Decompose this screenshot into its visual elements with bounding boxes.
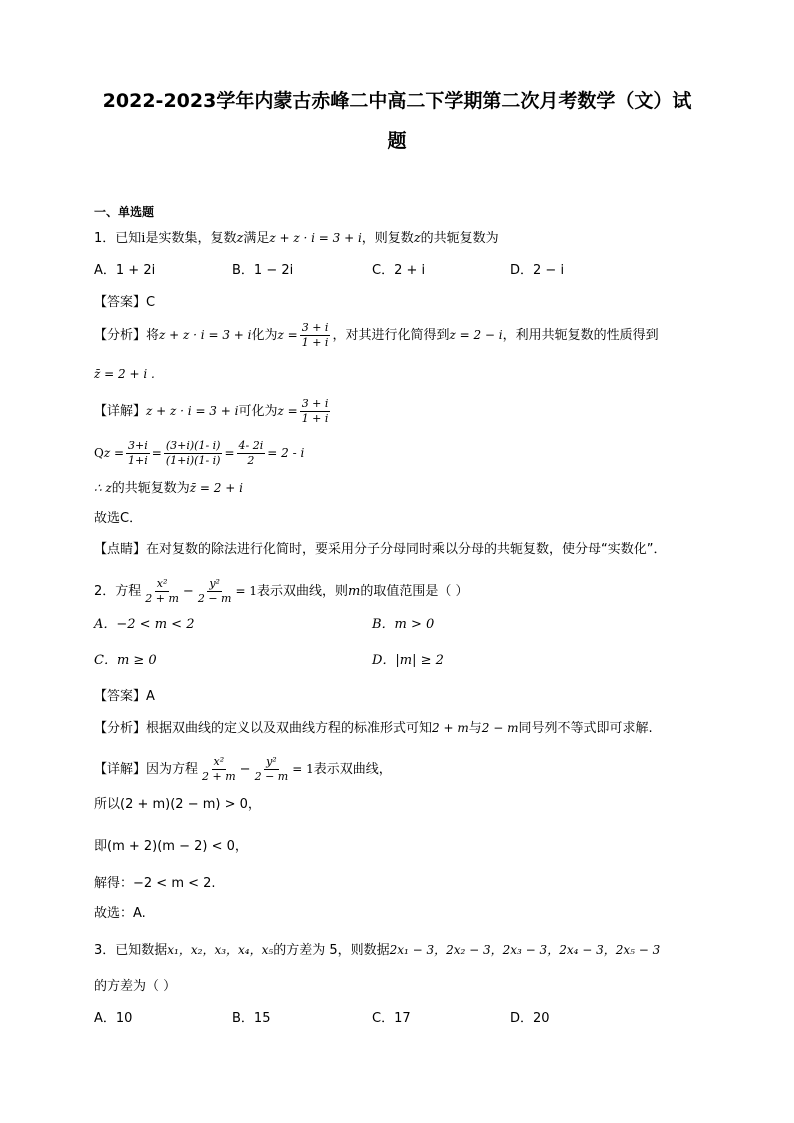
q3-text-a: 3．已知数据 (94, 943, 168, 958)
q1-analysis-label: 【分析】 (94, 328, 147, 344)
q3-vars: x₁，x₂，x₃，x₄，x₅ (167, 943, 274, 957)
q2-analysis-text-c: 同号列不等式即可求解. (518, 721, 653, 736)
q2-f2-den: 2 − m (197, 592, 232, 606)
q2-step-so: 所以(2 + m)(2 − m) > 0， (94, 797, 261, 812)
q1-detail-fraction (300, 398, 331, 425)
q1-calc-q: Q (94, 446, 104, 461)
q2-analysis-e1: 2 + m (432, 721, 469, 735)
q2-text-a: 2．方程 (94, 584, 142, 600)
q1-var-z2: z (413, 231, 421, 246)
q3-option-b: B．15 (232, 1011, 271, 1026)
exam-title-line-1: 2022-2023学年内蒙古赤峰二中高二下学期第二次月考数学（文）试 (102, 90, 692, 112)
q1-text-b: 是实数集，复数 (145, 231, 237, 246)
q1-analysis-frac-den: 1 + i (301, 336, 329, 350)
q3-stem-line-2: 的方差为（ ） (94, 979, 177, 994)
q2-detail-text-b: 表示双曲线， (313, 762, 392, 778)
question-2-stem (94, 578, 468, 605)
q1-tip-label: 【点睛】 (94, 542, 147, 557)
q2-answer-value: A (146, 689, 155, 704)
q1-choose: 故选C． (94, 511, 143, 526)
q1-analysis-eq: z + z · i = 3 + i (159, 328, 252, 343)
q1-calc-f2-den: (1+i)(1- i) (165, 454, 221, 468)
q1-calc-f1-den: 1+i (128, 454, 148, 468)
q2-analysis-e2: 2 − m (481, 721, 519, 735)
q2-detail-text-a: 因为方程 (146, 762, 199, 778)
q1-option-d: D．2 − i (510, 263, 565, 278)
q1-answer (94, 296, 155, 309)
q2-detail-f2-den: 2 − m (254, 770, 289, 784)
q1-detail-frac-num: 3 + i (300, 398, 331, 412)
q1-calc-fraction-2 (164, 440, 223, 467)
q3-option-a: A．10 (94, 1011, 133, 1026)
q1-detail-z: z = (277, 404, 298, 419)
q1-analysis-z: z = (277, 328, 298, 343)
q2-text-b: 表示双曲线，则 (256, 584, 348, 600)
q2-answer (94, 690, 155, 703)
q2-var-m: m (348, 584, 361, 600)
q1-analysis-text-d: ，利用共轭复数的性质得到 (502, 328, 659, 344)
q1-analysis (94, 322, 659, 349)
q1-analysis-text-b: 化为 (251, 328, 278, 344)
q1-equation: z + z · i = 3 + i (269, 231, 362, 245)
q2-f2-num: y² (207, 578, 222, 592)
q1-detail-frac-den: 1 + i (301, 412, 329, 426)
q2-choose: 故选：A. (94, 906, 146, 921)
q2-eq: = 1 (235, 584, 257, 599)
q3-vars-2: 2x₁ − 3，2x₂ − 3，2x₃ − 3，2x₄ − 3，2x₅ − 3 (389, 943, 661, 957)
q2-analysis-label: 【分析】 (94, 721, 147, 736)
q2-fraction-2 (196, 578, 234, 605)
q1-concl-b: 的共轭复数为 (111, 481, 190, 496)
q1-calc-fraction-3 (237, 440, 266, 467)
q2-detail-fraction-1 (200, 756, 238, 783)
exam-title-line-2: 题 (387, 130, 407, 152)
q1-concl-a: ∴ z (94, 481, 112, 495)
q2-analysis (94, 722, 653, 735)
q1-analysis-frac-num: 3 + i (300, 322, 331, 336)
q1-analysis-eq2: z = 2 − i (449, 328, 503, 343)
q1-option-c: C．2 + i (372, 263, 426, 278)
q1-analysis-text-a: 将 (146, 328, 160, 344)
q1-detail-text-a: 可化为 (238, 404, 278, 420)
q1-analysis-fraction (300, 322, 331, 349)
q2-detail-label: 【详解】 (94, 762, 147, 778)
q2-detail-f1-den: 2 + m (202, 770, 236, 784)
q2-detail-eq: = 1 (292, 762, 314, 777)
q1-tip (94, 543, 667, 556)
q2-detail-fraction-2 (253, 756, 291, 783)
q2-text-c: 的取值范围是（ ） (360, 584, 469, 600)
q1-detail (94, 398, 332, 425)
q1-calc-z: z = (103, 446, 125, 461)
q2-step-ie: 即(m + 2)(m − 2) < 0， (94, 839, 248, 854)
q2-f1-den: 2 + m (145, 592, 179, 606)
q2-detail-minus: − (239, 762, 251, 778)
q1-var-i: i (141, 231, 146, 246)
q2-detail (94, 756, 392, 783)
q1-text-e: 的共轭复数为 (420, 231, 499, 246)
q1-analysis-text-c: ，对其进行化简得到 (332, 328, 450, 344)
q1-option-a: A．1 + 2i (94, 263, 156, 278)
q1-calc-fraction-1 (126, 440, 150, 467)
question-1-stem (94, 232, 499, 245)
q1-concl-eq: z̄ = 2 + i (189, 481, 243, 495)
section-header-single-choice: 一、单选题 (94, 205, 155, 219)
q2-detail-f2-num: y² (264, 756, 279, 770)
q1-calc-f2-num: (3+i)(1- i) (164, 440, 223, 454)
q2-fraction-1 (143, 578, 181, 605)
q1-calc-equals-2: = (224, 446, 235, 461)
q2-option-a: A．−2 < m < 2 (94, 617, 195, 632)
q1-calculation (94, 440, 304, 467)
q1-text-d: ，则复数 (361, 231, 414, 246)
q2-analysis-text-a: 根据双曲线的定义以及双曲线方程的标准形式可知 (146, 721, 433, 736)
q1-calc-equals-1: = (151, 446, 162, 461)
q1-option-b: B．1 − 2i (232, 263, 294, 278)
q1-answer-value: C (146, 295, 156, 310)
q1-text-c: 满足 (243, 231, 270, 246)
q1-var-z: z (236, 231, 244, 246)
q1-calc-f3-num: 4- 2i (237, 440, 266, 454)
q2-option-d: D．|m| ≥ 2 (372, 653, 444, 668)
question-3-stem (94, 944, 660, 957)
q2-analysis-text-b: 与 (468, 721, 482, 736)
q1-detail-eq: z + z · i = 3 + i (146, 404, 239, 419)
q1-tip-text: 在对复数的除法进行化简时，要采用分子分母同时乘以分母的共轭复数，使分母“实数化”． (146, 542, 667, 557)
q1-calc-end: = 2 - i (267, 446, 305, 461)
q3-text-b: 的方差为 5，则数据 (273, 943, 390, 958)
q1-answer-label: 【答案】 (94, 295, 147, 310)
q2-option-c: C．m ≥ 0 (94, 653, 157, 668)
q2-option-b: B．m > 0 (372, 617, 435, 632)
q1-analysis-line-2: z̄ = 2 + i . (94, 367, 155, 381)
q2-f1-num: x² (155, 578, 170, 592)
q1-text-a: 1．已知 (94, 231, 142, 246)
q1-conclusion (94, 482, 243, 495)
q2-detail-f1-num: x² (212, 756, 227, 770)
q3-option-c: C．17 (372, 1011, 411, 1026)
q1-detail-label: 【详解】 (94, 404, 147, 420)
q2-minus: − (182, 584, 194, 600)
q1-calc-f3-den: 2 (247, 454, 255, 468)
q1-calc-f1-num: 3+i (126, 440, 150, 454)
q2-step-solve: 解得：−2 < m < 2. (94, 876, 216, 891)
q2-answer-label: 【答案】 (94, 689, 147, 704)
q3-option-d: D．20 (510, 1011, 550, 1026)
